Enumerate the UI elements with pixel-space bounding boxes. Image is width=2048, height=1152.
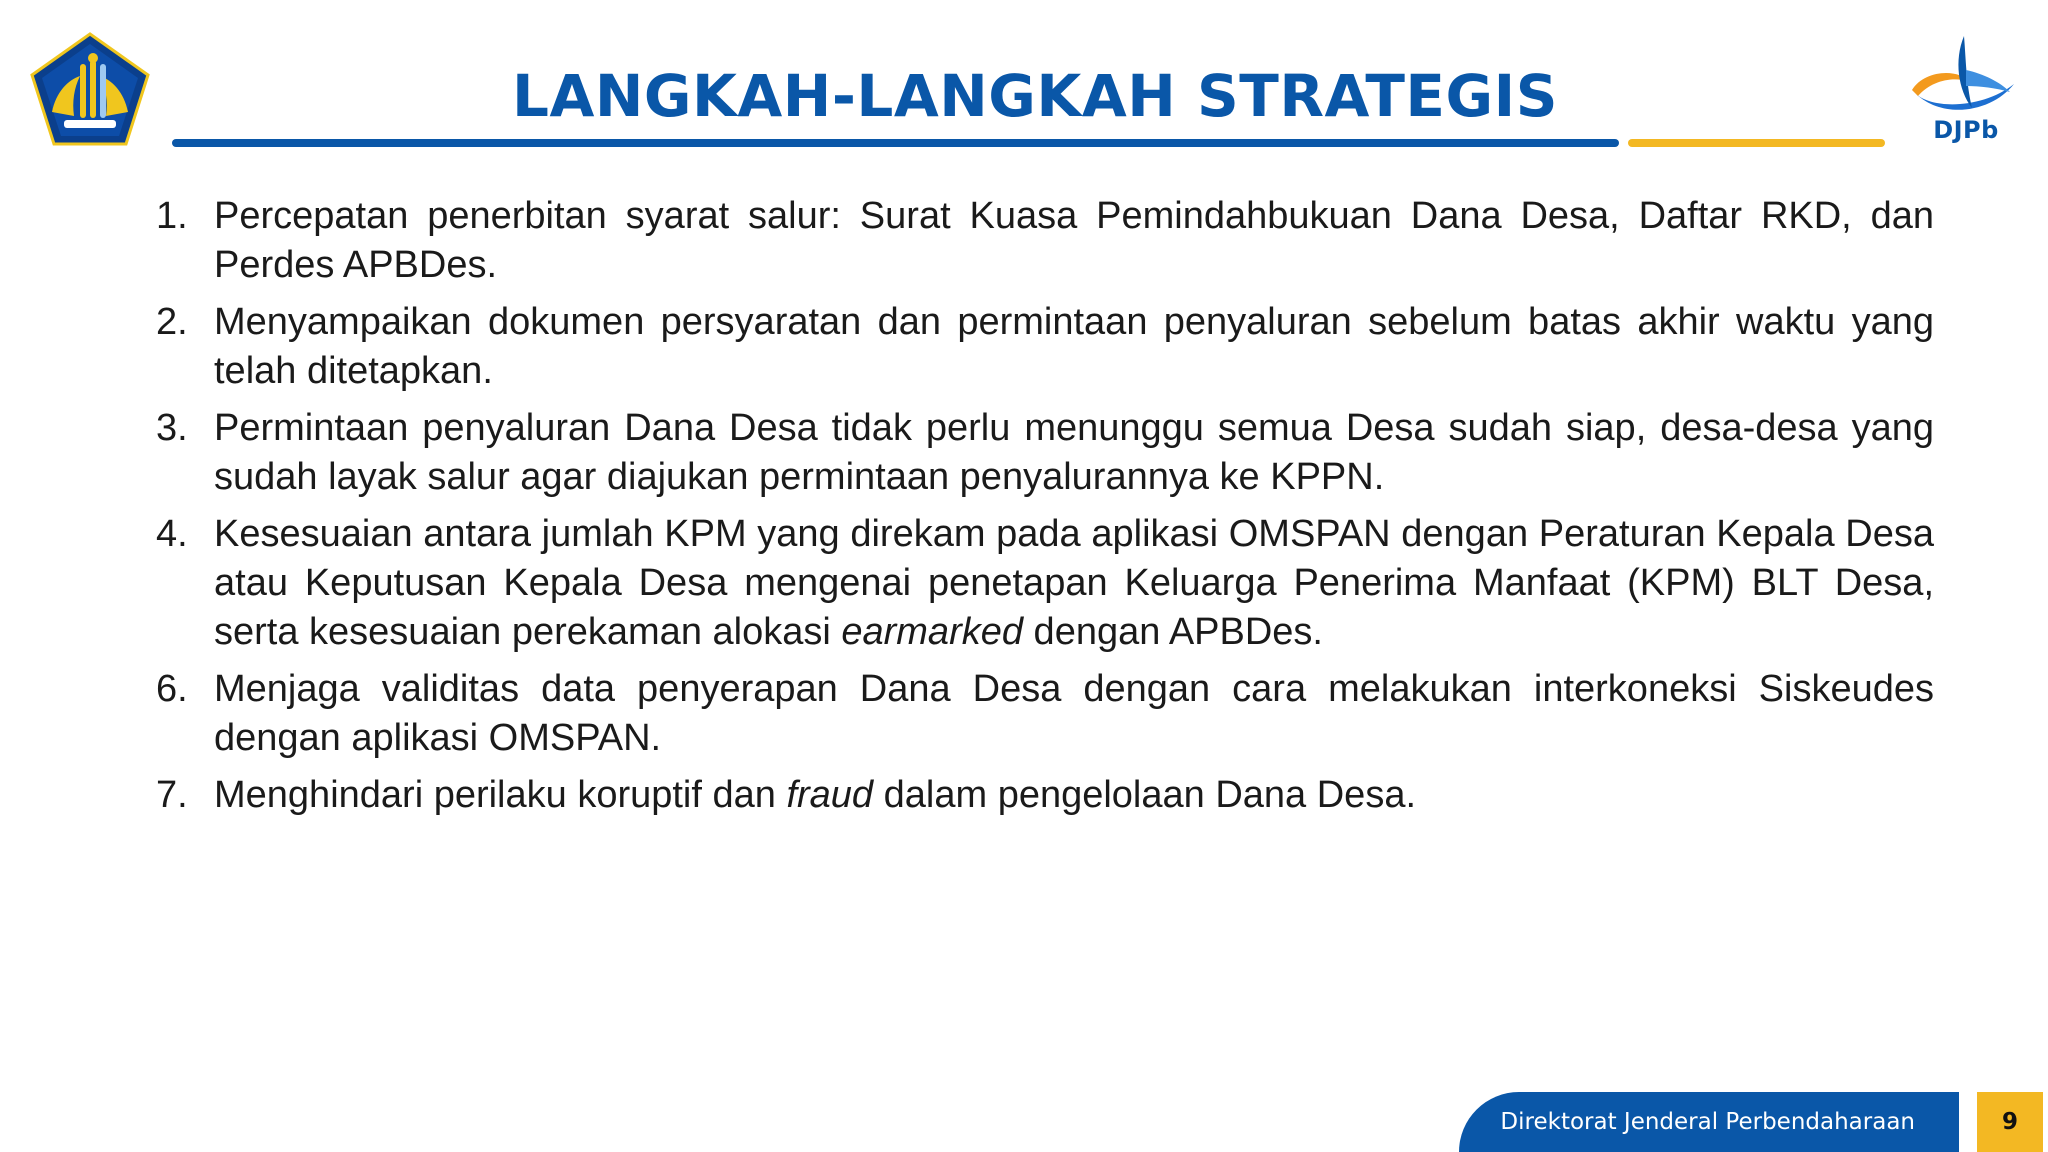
footer-band (1459, 1092, 1959, 1152)
item-number: 2. (156, 301, 188, 343)
strategy-list (156, 192, 1934, 828)
brand-name: DJPb (1933, 116, 1999, 144)
list-item (156, 510, 1934, 657)
item-number: 4. (156, 513, 188, 555)
item-number: 1. (156, 195, 188, 237)
page-number-box (1977, 1092, 2043, 1152)
list-item (156, 298, 1934, 396)
item-number: 7. (156, 774, 188, 816)
ministry-emblem-icon (28, 30, 152, 148)
item-text-part: dalam pengelolaan Dana Desa. (873, 774, 1417, 816)
item-text: Menyampaikan dokumen persyaratan dan permintaan penyaluran sebelum batas akhir waktu yang telah ditetapkan. (214, 301, 1934, 392)
item-text: Percepatan penerbitan syarat salur: Surat Kuasa Pemindahbukuan Dana Desa, Daftar RKD, dan Perdes APBDes. (214, 195, 1934, 286)
item-text-part: Kesesuaian antara jumlah KPM yang direkam pada aplikasi OMSPAN dengan Peraturan Kepala Desa atau Keputusan Kepala Desa mengenai penetapan Keluarga Penerima Manfaat (KPM) BLT Desa, serta kesesuaian perekaman alokasi (214, 513, 1934, 653)
title-underline-blue (172, 139, 1619, 147)
item-number: 6. (156, 668, 188, 710)
list-item (156, 192, 1934, 290)
item-number: 3. (156, 407, 188, 449)
footer-organization: Direktorat Jenderal Perbendaharaan (1500, 1109, 1915, 1135)
item-text: Permintaan penyaluran Dana Desa tidak perlu menunggu semua Desa sudah siap, desa-desa yang sudah layak salur agar diajukan permintaan penyalurannya ke KPPN. (214, 407, 1934, 498)
item-text: Menjaga validitas data penyerapan Dana Desa dengan cara melakukan interkoneksi Siskeudes dengan aplikasi OMSPAN. (214, 668, 1934, 759)
item-text-emphasis: fraud (786, 774, 874, 816)
item-text-part: Menghindari perilaku koruptif dan (214, 774, 787, 816)
item-text-part: dengan APBDes. (1023, 611, 1323, 653)
list-item (156, 665, 1934, 763)
page-title: LANGKAH-LANGKAH STRATEGIS (511, 62, 1559, 130)
page-number: 9 (2001, 1109, 2018, 1135)
list-item (156, 404, 1934, 502)
item-text (214, 771, 1934, 820)
list-item (156, 771, 1934, 820)
item-text-emphasis: earmarked (841, 611, 1023, 653)
title-underline-yellow (1628, 139, 1885, 147)
item-text (214, 510, 1934, 657)
